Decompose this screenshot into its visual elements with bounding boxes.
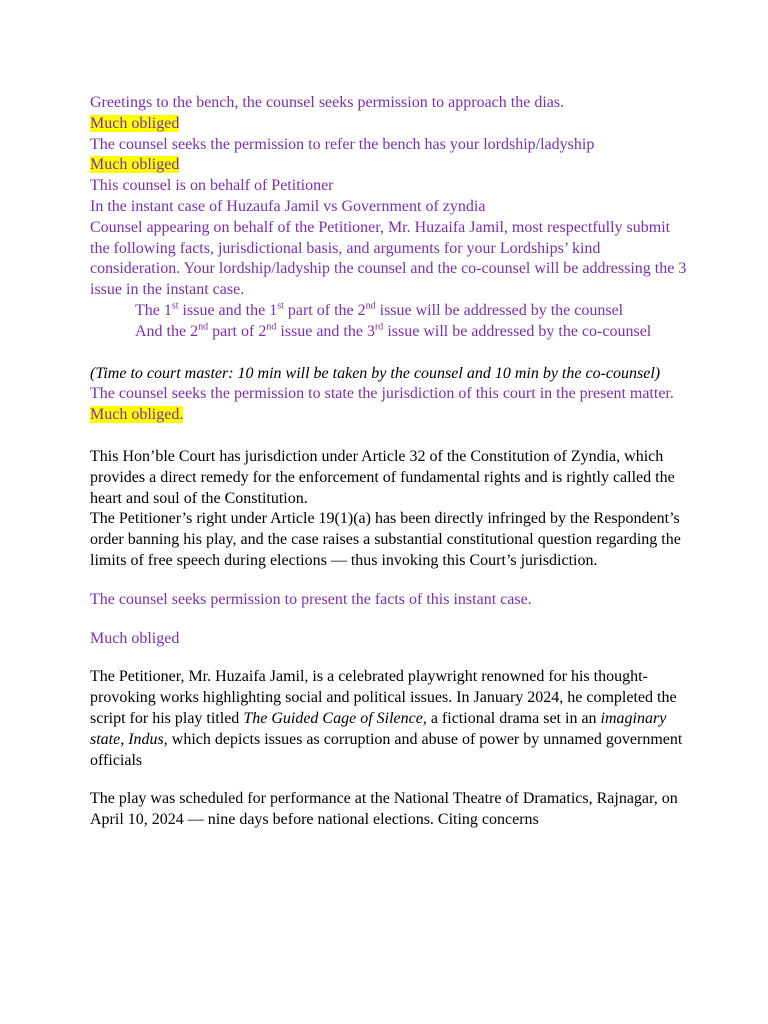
play-title: The Guided Cage of Silence	[243, 709, 423, 727]
obliged-line-4: Much obliged	[90, 629, 180, 647]
issue-allocation-1: The 1st issue and the 1st part of the 2nd issue will be addressed by the counsel	[135, 300, 624, 319]
spacer	[90, 649, 690, 667]
facts-paragraph-2: The play was scheduled for performance at the National Theatre of Dramatics, Rajnagar, on April 10, 2024 — nine days before national elections. Citing concerns	[90, 790, 678, 829]
greeting-line: Greetings to the bench, the counsel seeks permission to approach the dias.	[90, 94, 565, 111]
highlighted-text: Much obliged	[90, 156, 180, 174]
facts-paragraph-1: The Petitioner, Mr. Huzaifa Jamil, is a celebrated playwright renowned for his thought-provoking works highlighting social and political issues. In January 2024, he completed the script for his play titled The Guided Cage of Silence, a fictional drama set in an imaginary state, Indus, which depicts issues as corruption and abuse of power by unnamed government officials	[90, 668, 683, 769]
highlighted-text: Much obliged	[90, 114, 180, 132]
spacer	[90, 343, 690, 364]
spacer	[90, 611, 690, 629]
appearing-paragraph: Counsel appearing on behalf of the Petitioner, Mr. Huzaifa Jamil, most respectfully submit the following facts, jurisdictional basis, and arguments for your Lordships’ kind consideration. Your lordship/ladyship the counsel and the co-counsel will be addressing the 3 issue in the instant case.	[90, 218, 687, 299]
refer-line: The counsel seeks the permission to refer the bench has your lordship/ladyship	[90, 135, 595, 153]
jurisdiction-permission-line: The counsel seeks the permission to state the jurisdiction of this court in the present matter.	[90, 385, 674, 403]
behalf-line: This counsel is on behalf of Petitioner	[90, 177, 334, 195]
case-line: In the instant case of Huzaufa Jamil vs Government of zyndia	[90, 197, 486, 215]
document-page	[90, 93, 690, 831]
obliged-line-1	[90, 114, 690, 135]
play-setting: imaginary state, Indus	[90, 709, 667, 748]
jurisdiction-paragraph-1: This Hon’ble Court has jurisdiction under Article 32 of the Constitution of Zyndia, which provides a direct remedy for the enforcement of fundamental rights and is rightly called the heart and soul of the Constitution.	[90, 447, 675, 507]
spacer	[90, 771, 690, 789]
spacer	[90, 572, 690, 590]
spacer	[90, 426, 690, 447]
highlighted-text: Much obliged.	[90, 406, 184, 424]
issue-allocation-2: And the 2nd part of 2nd issue and the 3rd issue will be addressed by the co-counsel	[135, 321, 652, 340]
jurisdiction-paragraph-2: The Petitioner’s right under Article 19(1)(a) has been directly infringed by the Respondent’s order banning his play, and the case raises a substantial constitutional question regarding the limits of free speech during elections — thus invoking this Court’s jurisdiction.	[90, 510, 681, 569]
obliged-line-2	[90, 155, 690, 176]
obliged-line-3	[90, 405, 690, 426]
facts-permission-line: The counsel seeks permission to present the facts of this instant case.	[90, 590, 532, 608]
time-note: (Time to court master: 10 min will be taken by the counsel and 10 min by the co-counsel)	[90, 364, 661, 382]
